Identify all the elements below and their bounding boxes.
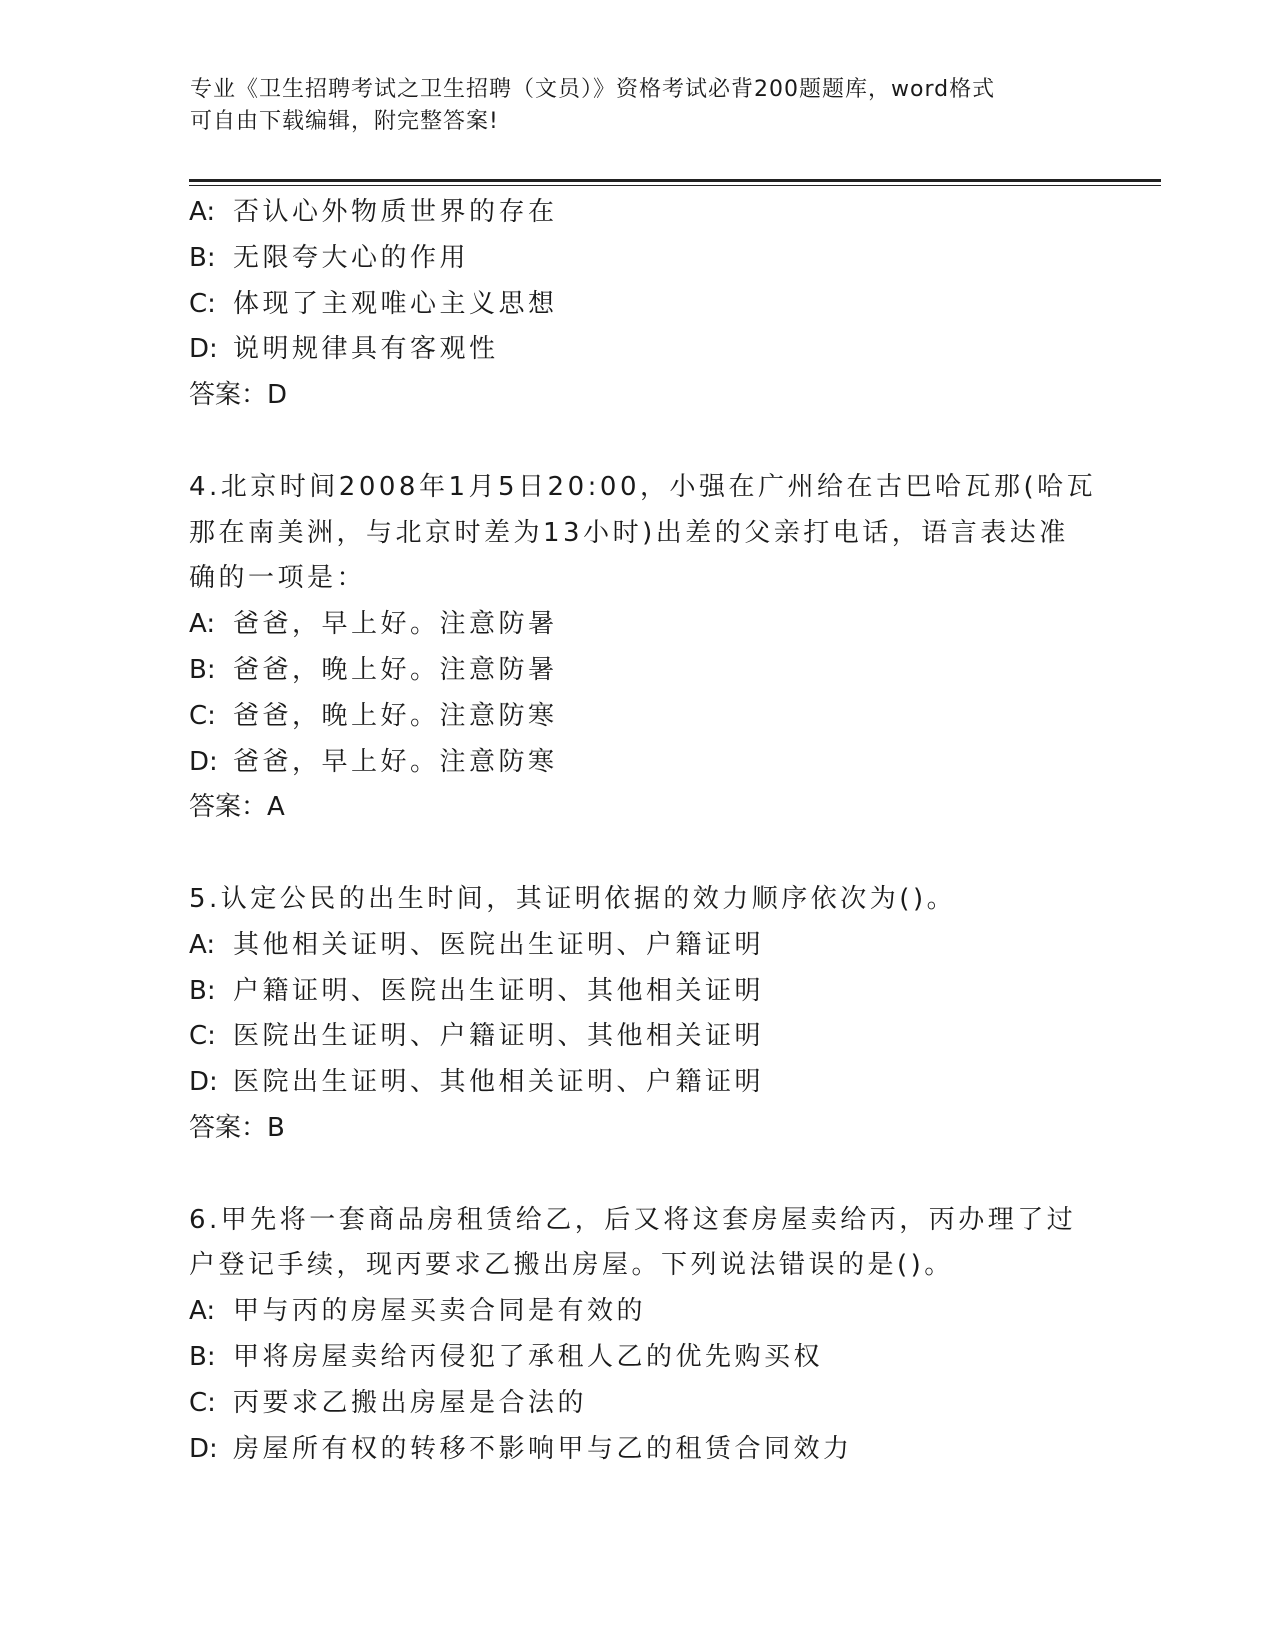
option-key: A:: [189, 929, 216, 960]
answer-line: 答案：D: [189, 380, 288, 411]
question-stem-line: 6.甲先将一套商品房租赁给乙，后又将这套房屋卖给丙，丙办理了过: [189, 1204, 1077, 1235]
spacer: [189, 1152, 1109, 1198]
option-key: A:: [189, 197, 216, 227]
option-text: 户籍证明、医院出生证明、其他相关证明: [233, 975, 765, 1006]
option-text: 爸爸，晚上好。注意防寒: [233, 700, 558, 731]
option-c: [189, 1014, 1109, 1060]
option-text: 否认心外物质世界的存在: [233, 197, 558, 227]
spacer: [189, 419, 1109, 465]
option-d: [189, 1060, 1109, 1106]
option-key: C:: [189, 1387, 216, 1418]
option-text: 医院出生证明、户籍证明、其他相关证明: [233, 1021, 765, 1052]
option-a: [189, 923, 1109, 969]
option-a: [189, 602, 1109, 648]
option-key: C:: [189, 288, 216, 319]
option-d: [189, 740, 1109, 786]
option-text: 爸爸，早上好。注意防寒: [233, 746, 558, 777]
option-b: [189, 648, 1109, 694]
option-key: D:: [189, 746, 218, 777]
option-b: [189, 1335, 1109, 1381]
option-key: D:: [189, 334, 218, 365]
option-key: A:: [189, 609, 216, 640]
header-title-line-2: 可自由下载编辑，附完整答案!: [190, 109, 499, 134]
option-a: [189, 190, 1109, 236]
option-key: C:: [189, 700, 216, 731]
option-c: [189, 1381, 1109, 1427]
question-3: [189, 190, 1109, 419]
document-header: [190, 74, 1090, 138]
question-stem-line: 4.北京时间2008年1月5日20:00，小强在广州给在古巴哈瓦那(哈瓦: [189, 471, 1097, 502]
option-d: [189, 327, 1109, 373]
question-stem-line: 确的一项是：: [189, 563, 367, 594]
option-text: 体现了主观唯心主义思想: [233, 288, 558, 319]
question-5: [189, 877, 1109, 1152]
header-title-line-1: 专业《卫生招聘考试之卫生招聘（文员）》资格考试必背200题题库，word格式: [190, 77, 996, 102]
option-a: [189, 1289, 1109, 1335]
header-divider-thick: [189, 179, 1161, 182]
option-text: 房屋所有权的转移不影响甲与乙的租赁合同效力: [233, 1433, 853, 1464]
option-text: 甲将房屋卖给丙侵犯了承租人乙的优先购买权: [233, 1341, 824, 1372]
question-stem-line: 那在南美洲，与北京时差为13小时)出差的父亲打电话，语言表达准: [189, 517, 1069, 548]
option-text: 爸爸，晚上好。注意防暑: [233, 654, 558, 685]
option-d: [189, 1427, 1109, 1473]
option-key: D:: [189, 1433, 218, 1464]
option-text: 爸爸，早上好。注意防暑: [233, 609, 558, 640]
option-c: [189, 694, 1109, 740]
option-text: 医院出生证明、其他相关证明、户籍证明: [233, 1067, 765, 1098]
option-key: D:: [189, 1067, 218, 1098]
option-b: [189, 236, 1109, 282]
option-text: 说明规律具有客观性: [233, 334, 499, 365]
option-key: B:: [189, 242, 216, 273]
question-stem-line: 5.认定公民的出生时间，其证明依据的效力顺序依次为()。: [189, 883, 957, 914]
spacer: [189, 831, 1109, 877]
option-b: [189, 969, 1109, 1015]
question-4: [189, 465, 1109, 831]
option-key: A:: [189, 1296, 216, 1327]
question-6: [189, 1198, 1109, 1473]
option-c: [189, 282, 1109, 328]
option-key: B:: [189, 654, 216, 685]
option-key: B:: [189, 975, 216, 1006]
option-text: 无限夸大心的作用: [233, 242, 470, 273]
option-text: 丙要求乙搬出房屋是合法的: [233, 1387, 588, 1418]
option-key: B:: [189, 1341, 216, 1372]
header-divider-thin: [189, 185, 1161, 186]
answer-line: 答案：B: [189, 1112, 285, 1143]
question-stem-line: 户登记手续，现丙要求乙搬出房屋。下列说法错误的是()。: [189, 1250, 954, 1281]
option-text: 其他相关证明、医院出生证明、户籍证明: [233, 929, 765, 960]
answer-line: 答案：A: [189, 792, 285, 823]
option-text: 甲与丙的房屋买卖合同是有效的: [233, 1296, 647, 1327]
option-key: C:: [189, 1021, 216, 1052]
question-list: [189, 190, 1109, 1472]
